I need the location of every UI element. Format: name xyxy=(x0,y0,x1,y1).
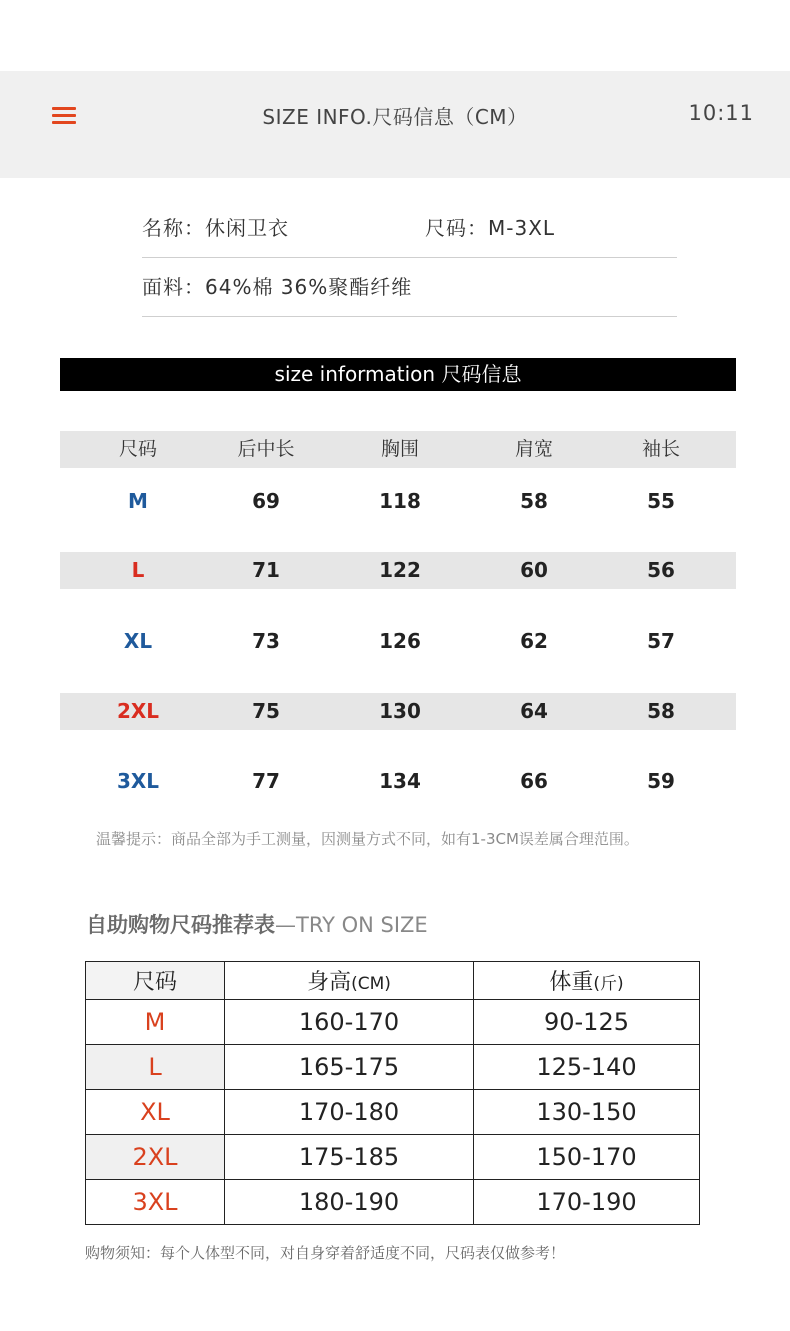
table-cell: 59 xyxy=(647,769,675,793)
time-display: 10:11 xyxy=(688,101,754,125)
size-info-heading: size information 尺码信息 xyxy=(60,358,736,391)
table-cell: 69 xyxy=(252,489,280,513)
measurement-tip: 温馨提示：商品全部为手工测量，因测量方式不同，如有1-3CM误差属合理范围。 xyxy=(96,830,639,848)
height-cell: 180-190 xyxy=(225,1180,474,1225)
table-cell: 58 xyxy=(520,489,548,513)
weight-cell: 90-125 xyxy=(474,1000,700,1045)
header-cell: 尺码 xyxy=(118,438,157,460)
size-label: 3XL xyxy=(86,1180,225,1225)
table-row xyxy=(86,1090,700,1135)
page-title: SIZE INFO.尺码信息（CM） xyxy=(262,105,528,129)
recommend-title xyxy=(86,909,428,939)
weight-cell: 130-150 xyxy=(474,1090,700,1135)
header-cell: 袖长 xyxy=(641,438,680,460)
table-cell: 60 xyxy=(520,558,548,582)
table-row xyxy=(60,483,736,520)
table-cell: 130 xyxy=(379,699,421,723)
size-label: XL xyxy=(123,629,153,653)
product-size-range: 尺码：M-3XL xyxy=(425,216,556,240)
recommend-title-cn: 自助购物尺码推荐表 xyxy=(86,913,275,937)
recommend-table-header xyxy=(86,962,700,1000)
size-label: M xyxy=(86,1000,225,1045)
table-row xyxy=(60,763,736,800)
table-row xyxy=(86,1180,700,1225)
table-cell: 64 xyxy=(520,699,548,723)
product-name: 名称：休闲卫衣 xyxy=(142,216,289,240)
product-fabric: 面料：64%棉 36%聚酯纤维 xyxy=(142,275,413,299)
size-label: XL xyxy=(86,1090,225,1135)
table-row xyxy=(86,1000,700,1045)
weight-cell: 170-190 xyxy=(474,1180,700,1225)
height-cell: 160-170 xyxy=(225,1000,474,1045)
shopping-note: 购物须知：每个人体型不同，对自身穿着舒适度不同，尺码表仅做参考！ xyxy=(85,1244,566,1262)
header-cell: 肩宽 xyxy=(514,438,553,460)
table-row xyxy=(60,623,736,660)
header-cell: 后中长 xyxy=(237,438,295,460)
table-cell: 77 xyxy=(252,769,280,793)
table-cell: 75 xyxy=(252,699,280,723)
header-cell: 尺码 xyxy=(86,962,225,1000)
table-cell: 73 xyxy=(252,629,280,653)
recommend-table xyxy=(85,961,700,1225)
recommend-title-en: —TRY ON SIZE xyxy=(275,913,428,937)
size-label: 2XL xyxy=(86,1135,225,1180)
table-cell: 56 xyxy=(647,558,675,582)
header-cell: 胸围 xyxy=(380,438,419,460)
weight-cell: 125-140 xyxy=(474,1045,700,1090)
size-label: L xyxy=(131,558,145,582)
weight-cell: 150-170 xyxy=(474,1135,700,1180)
table-cell: 57 xyxy=(647,629,675,653)
table-row xyxy=(86,1135,700,1180)
size-label: 3XL xyxy=(116,769,160,793)
table-cell: 126 xyxy=(379,629,421,653)
height-cell: 170-180 xyxy=(225,1090,474,1135)
divider xyxy=(142,257,677,258)
table-cell: 118 xyxy=(379,489,421,513)
size-label: 2XL xyxy=(116,699,160,723)
table-row xyxy=(86,1045,700,1090)
header-cell: 体重(斤) xyxy=(474,962,700,1000)
size-label: L xyxy=(86,1045,225,1090)
table-cell: 66 xyxy=(520,769,548,793)
table-row xyxy=(60,552,736,589)
table-cell: 71 xyxy=(252,558,280,582)
table-cell: 55 xyxy=(647,489,675,513)
size-table-header xyxy=(60,431,736,468)
size-label: M xyxy=(128,489,148,513)
height-cell: 165-175 xyxy=(225,1045,474,1090)
table-cell: 62 xyxy=(520,629,548,653)
height-cell: 175-185 xyxy=(225,1135,474,1180)
table-cell: 58 xyxy=(647,699,675,723)
table-cell: 134 xyxy=(379,769,421,793)
header-cell: 身高(CM) xyxy=(225,962,474,1000)
table-cell: 122 xyxy=(379,558,421,582)
divider xyxy=(142,316,677,317)
table-row xyxy=(60,693,736,730)
